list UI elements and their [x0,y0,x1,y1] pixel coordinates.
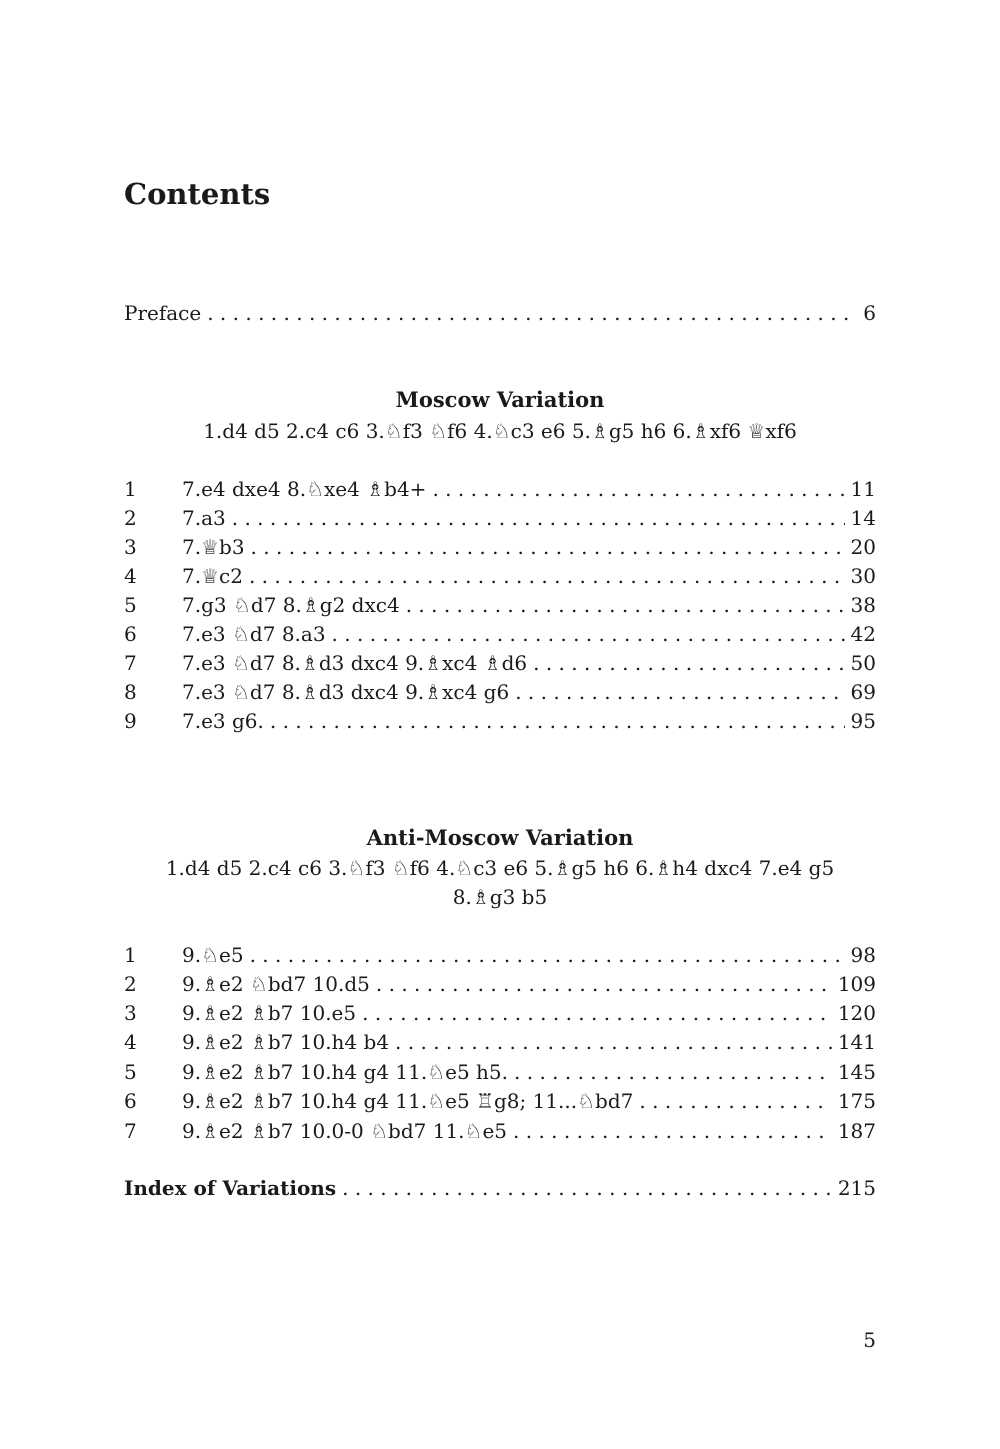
toc-entry-label: Index of Variations [124,1176,337,1200]
toc-page-number: 38 [850,593,876,617]
folio-page-number: 5 [863,1328,876,1352]
section-title-anti-moscow: Anti-Moscow Variation [366,825,634,850]
toc-entry-label: 7.e3 g6. [182,709,264,733]
dot-leader [639,1086,831,1116]
toc-entry-label: 7.♕c2 [182,564,243,588]
toc-entry-label: 7.g3 ♘d7 8.♗g2 dxc4 [182,593,400,617]
toc-page-number: 98 [850,943,876,967]
toc-page-number: 95 [850,709,876,733]
dot-leader [395,1027,832,1057]
toc-chapter-number: 9 [124,709,137,733]
toc-page-number: 145 [837,1060,876,1084]
dot-leader [332,619,845,649]
dot-leader [232,503,845,533]
section-title-moscow: Moscow Variation [395,387,605,412]
toc-page-number: 42 [850,622,876,646]
toc-entry-label: 9.♗e2 ♘bd7 10.d5 [182,972,370,996]
dot-leader [270,706,845,736]
dot-leader [249,561,845,591]
toc-entry[interactable] [124,677,876,707]
toc-entry[interactable] [124,590,876,620]
dot-leader [406,590,845,620]
toc-page-number: 20 [850,535,876,559]
toc-entry[interactable] [124,648,876,678]
toc-entry[interactable] [124,940,876,970]
toc-page-number: 215 [837,1176,876,1200]
toc-page-number: 50 [850,651,876,675]
toc-entry[interactable] [124,1057,876,1087]
toc-entry-label: 7.e3 ♘d7 8.♗d3 dxc4 9.♗xc4 g6 [182,680,510,704]
toc-entry[interactable] [124,474,876,504]
toc-entry[interactable] [124,619,876,649]
toc-chapter-number: 3 [124,1001,137,1025]
section-moves-anti-moscow-line1: 1.d4 d5 2.c4 c6 3.♘f3 ♘f6 4.♘c3 e6 5.♗g5 h6 6.♗h4 dxc4 7.e4 g5 [165,856,835,880]
toc-entry-label: 7.e3 ♘d7 8.a3 [182,622,326,646]
toc-chapter-number: 5 [124,1060,137,1084]
toc-entry-label: 9.♗e2 ♗b7 10.e5 [182,1001,357,1025]
toc-entry[interactable] [124,706,876,736]
toc-entry[interactable] [124,1116,876,1146]
toc-page-number: 69 [850,680,876,704]
toc-chapter-number: 6 [124,1089,137,1113]
dot-leader [362,998,832,1028]
toc-page-number: 14 [850,506,876,530]
dot-leader [251,532,845,562]
toc-entry[interactable] [124,969,876,999]
dot-leader [514,1057,832,1087]
dot-leader [342,1173,832,1203]
toc-entry-label: Preface [124,301,202,325]
toc-chapter-number: 1 [124,477,137,501]
section-moves-anti-moscow-line2: 8.♗g3 b5 [452,885,548,909]
toc-entry[interactable] [124,561,876,591]
dot-leader [513,1116,832,1146]
toc-chapter-number: 7 [124,1119,137,1143]
toc-chapter-number: 4 [124,1030,137,1054]
toc-chapter-number: 1 [124,943,137,967]
toc-chapter-number: 2 [124,506,137,530]
toc-chapter-number: 3 [124,535,137,559]
toc-entry-label: 7.e3 ♘d7 8.♗d3 dxc4 9.♗xc4 ♗d6 [182,651,528,675]
toc-chapter-number: 6 [124,622,137,646]
toc-entry[interactable] [124,503,876,533]
toc-chapter-number: 2 [124,972,137,996]
dot-leader [515,677,844,707]
toc-entry-preface[interactable] [124,298,876,328]
toc-entry[interactable] [124,532,876,562]
section-moves-moscow: 1.d4 d5 2.c4 c6 3.♘f3 ♘f6 4.♘c3 e6 5.♗g5 h6 6.♗xf6 ♕xf6 [203,419,797,443]
dot-leader [250,940,845,970]
page-title: Contents [124,177,271,211]
toc-entry-index[interactable] [124,1173,876,1203]
dot-leader [207,298,857,328]
toc-page-number: 141 [837,1030,876,1054]
toc-entry[interactable] [124,1027,876,1057]
dot-leader [376,969,832,999]
toc-entry-label: 7.♕b3 [182,535,245,559]
toc-page-number: 175 [837,1089,876,1113]
toc-page-number: 120 [837,1001,876,1025]
toc-entry-label: 9.♗e2 ♗b7 10.h4 b4 [182,1030,390,1054]
toc-entry-label: 9.♗e2 ♗b7 10.h4 g4 11.♘e5 ♖g8; 11...♘bd7 [182,1089,634,1113]
toc-entry-label: 7.a3 [182,506,226,530]
toc-entry[interactable] [124,998,876,1028]
toc-entry-label: 7.e4 dxe4 8.♘xe4 ♗b4+ [182,477,427,501]
toc-page-number: 109 [837,972,876,996]
toc-entry-label: 9.♗e2 ♗b7 10.h4 g4 11.♘e5 h5. [182,1060,509,1084]
toc-page-number: 6 [863,301,876,325]
toc-chapter-number: 4 [124,564,137,588]
toc-entry[interactable] [124,1086,876,1116]
dot-leader [432,474,844,504]
toc-entry-label: 9.♘e5 [182,943,244,967]
toc-page-number: 11 [850,477,876,501]
toc-page-number: 187 [837,1119,876,1143]
toc-chapter-number: 7 [124,651,137,675]
toc-chapter-number: 5 [124,593,137,617]
toc-entry-label: 9.♗e2 ♗b7 10.0-0 ♘bd7 11.♘e5 [182,1119,508,1143]
dot-leader [533,648,844,678]
toc-chapter-number: 8 [124,680,137,704]
toc-page-number: 30 [850,564,876,588]
